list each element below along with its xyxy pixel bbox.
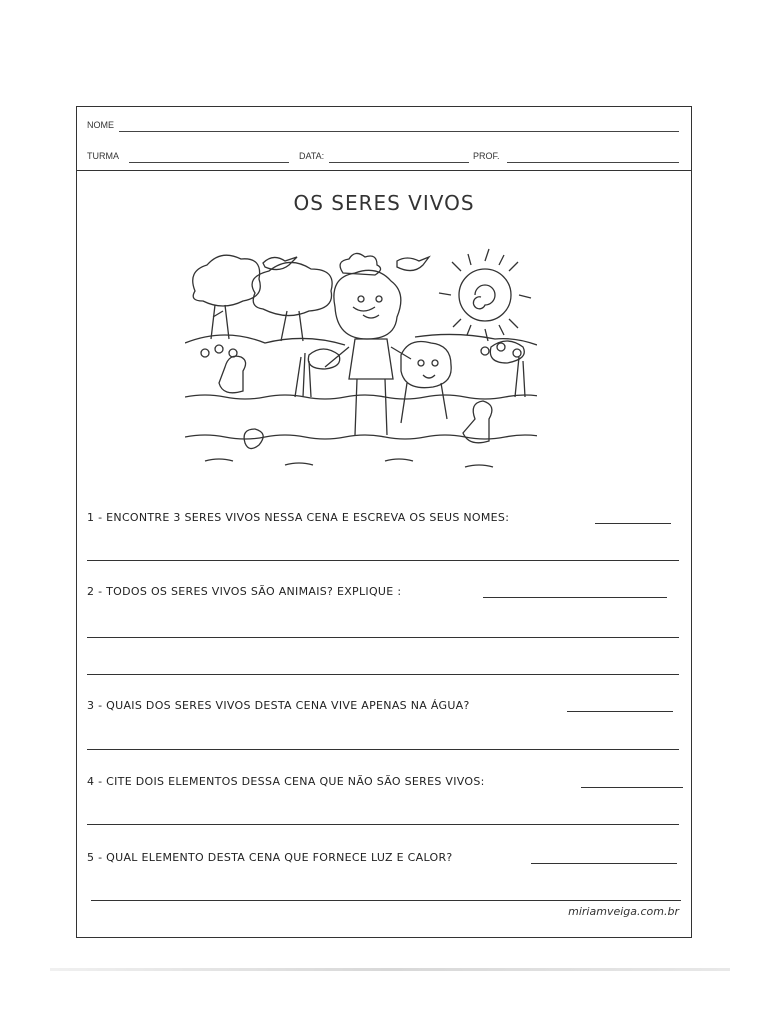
- flower-icon: [201, 343, 521, 357]
- answer-4-line[interactable]: [87, 824, 679, 825]
- answer-2-line-2[interactable]: [87, 674, 679, 675]
- header-section: [77, 107, 691, 171]
- answer-3-inline[interactable]: [567, 711, 673, 712]
- question-3: 3 - QUAIS DOS SERES VIVOS DESTA CENA VIVE APENAS NA ÁGUA?: [87, 699, 470, 712]
- scan-shadow: [50, 968, 730, 971]
- girl-figure: [325, 270, 411, 435]
- question-2: 2 - TODOS OS SERES VIVOS SÃO ANIMAIS? EXPLIQUE :: [87, 585, 402, 598]
- worksheet: [76, 106, 692, 938]
- class-label: TURMA: [87, 151, 119, 161]
- page-title: OS SERES VIVOS: [293, 191, 475, 215]
- answer-1-line[interactable]: [87, 560, 679, 561]
- date-label: DATA:: [299, 151, 325, 161]
- name-field[interactable]: [119, 131, 679, 132]
- answer-1-inline[interactable]: [595, 523, 671, 524]
- turtle-icon: [308, 341, 524, 369]
- answer-2-inline[interactable]: [483, 597, 667, 598]
- hill-line: [185, 335, 345, 345]
- class-field[interactable]: [129, 162, 289, 163]
- sun-icon: [439, 249, 531, 341]
- answer-4-inline[interactable]: [581, 787, 683, 788]
- tree-icon: [193, 255, 332, 341]
- teacher-label: PROF.: [473, 151, 500, 161]
- teacher-field[interactable]: [507, 162, 679, 163]
- name-label: NOME: [87, 120, 114, 130]
- question-1: 1 - ENCONTRE 3 SERES VIVOS NESSA CENA E ESCREVA OS SEUS NOMES:: [87, 511, 510, 524]
- footer-website: miriamveiga.com.br: [568, 905, 679, 918]
- question-5: 5 - QUAL ELEMENTO DESTA CENA QUE FORNECE LUZ E CALOR?: [87, 851, 453, 864]
- answer-5-line[interactable]: [91, 900, 681, 901]
- answer-3-line[interactable]: [87, 749, 679, 750]
- answer-2-line-1[interactable]: [87, 637, 679, 638]
- scene-illustration: [185, 247, 537, 477]
- date-field[interactable]: [329, 162, 469, 163]
- dog-figure: [401, 342, 451, 424]
- water-lines: [185, 395, 537, 467]
- question-4: 4 - CITE DOIS ELEMENTOS DESSA CENA QUE NÃO SÃO SERES VIVOS:: [87, 775, 485, 788]
- answer-5-inline[interactable]: [531, 863, 677, 864]
